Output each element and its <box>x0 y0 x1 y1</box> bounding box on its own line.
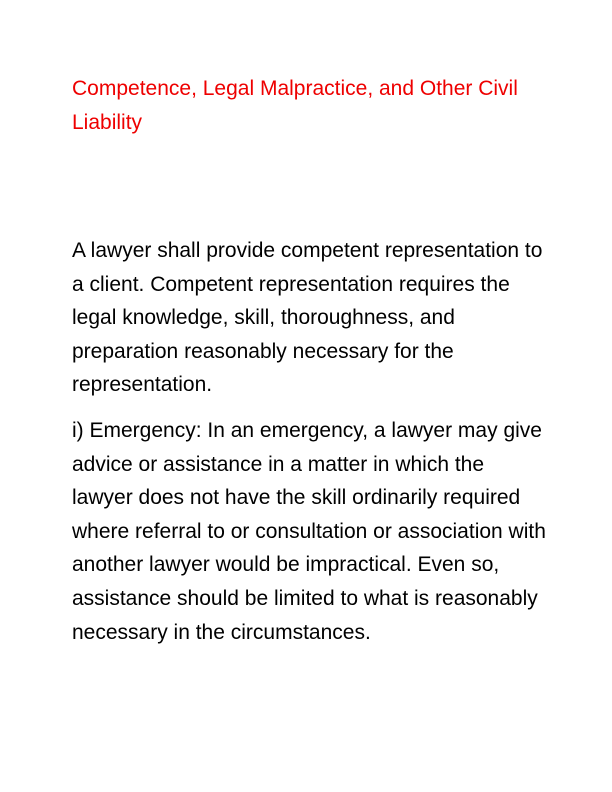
paragraph-competence-rule: A lawyer shall provide competent representation to a client. Competent representation requires the legal knowledge, skill, thoroughness, and preparation reasonably necessary for the representation. <box>72 239 543 397</box>
paragraph-emergency-exception: i) Emergency: In an emergency, a lawyer may give advice or assistance in a matter in which the lawyer does not have the skill ordinarily required where referral to or consultation or association with another lawyer would be impractical. Even so, assistance should be limited to what is reasonably necessary in the circumstances. <box>72 419 546 644</box>
document-title: Competence, Legal Malpractice, and Other Civil Liability <box>72 77 518 134</box>
